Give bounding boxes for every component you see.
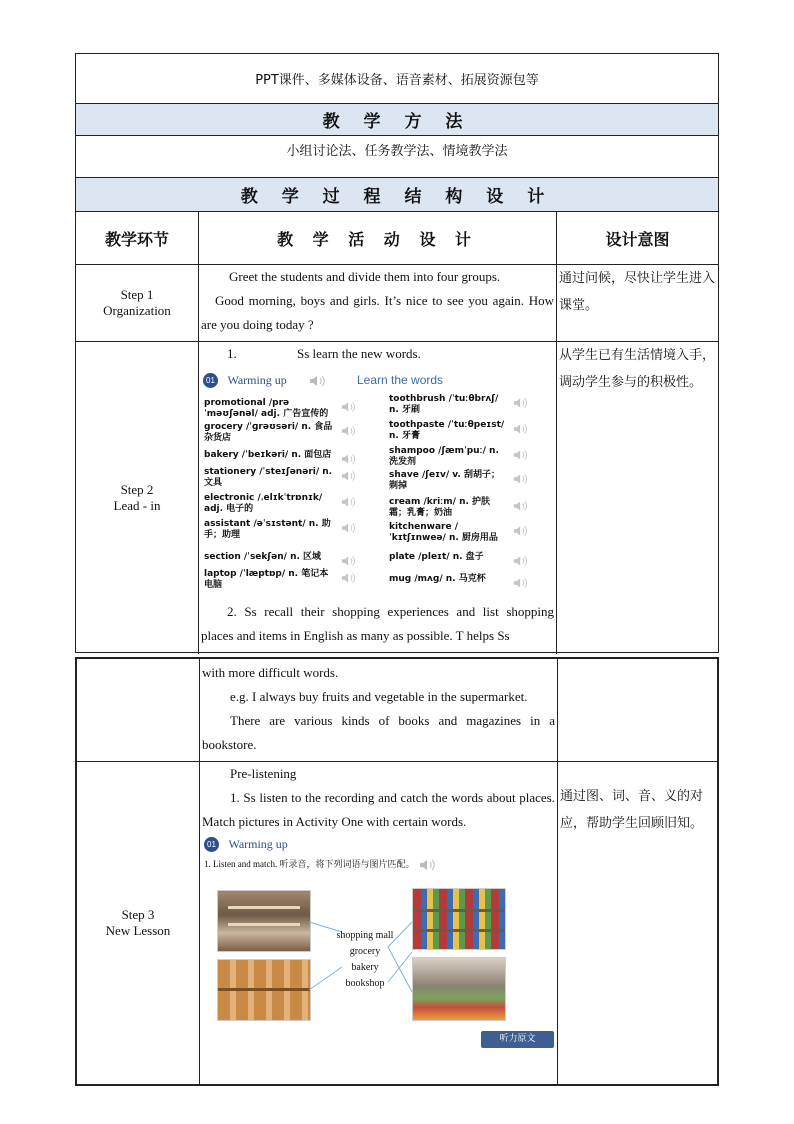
continued-row [77, 659, 717, 762]
speaker-icon[interactable] [341, 495, 357, 514]
materials-text: PPT课件、多媒体设备、语音素材、拓展资源包等 [255, 73, 539, 88]
materials-row [76, 54, 718, 104]
vocab-entry: kitchenware /ˈkɪtʃɪnweə/ n. 厨房用品 [389, 522, 498, 543]
speaker-icon[interactable] [309, 374, 327, 388]
step2-item2: 2. Ss recall their shopping experiences and list shopping places and items in English as many as possible. T helps Ss [201, 604, 554, 643]
step3-item1: 1. Ss listen to the recording and catch the words about places. Match pictures in Activity One with certain words. [202, 790, 555, 829]
speaker-icon[interactable] [341, 400, 357, 419]
step2-activity [199, 342, 557, 654]
continued-line2: e.g. I always buy fruits and vegetable in the supermarket. [230, 689, 528, 704]
header-col3: 设计意图 [605, 229, 670, 249]
step2-item1: Ss learn the new words. [297, 346, 421, 361]
vocab-entry: stationery /ˈsteɪʃənəri/ n. 文具 [204, 467, 333, 488]
step2-label [76, 342, 199, 654]
step3-intent-text: 通过图、词、音、义的对应，帮助学生回顾旧知。 [560, 789, 704, 831]
warming-up-header [203, 372, 444, 390]
match-word: shopping mall [336, 930, 394, 941]
step1-intent-text: 通过问候，尽快让学生进入课堂。 [559, 271, 716, 313]
slide-number-badge: 01 [203, 373, 218, 388]
step1-activity-line1: Greet the students and divide them into four groups. [229, 269, 501, 284]
continued-line1: with more difficult words. [202, 665, 339, 680]
speaker-icon[interactable] [341, 521, 357, 540]
lesson-table-page-continued [75, 657, 719, 1086]
slide-number-badge-2: 01 [204, 837, 219, 852]
speaker-icon[interactable] [513, 576, 529, 595]
step3-pre: Pre-listening [230, 766, 297, 781]
step1-sub: Organization [103, 303, 171, 318]
speaker-icon[interactable] [341, 424, 357, 443]
listen-instruction-text: 1. Listen and match. 听录音，将下列词语与图片匹配。 [204, 859, 415, 869]
speaker-icon[interactable] [513, 448, 529, 467]
speaker-icon[interactable] [513, 472, 529, 491]
continued-activity [200, 659, 558, 761]
method-title: 教 学 方 法 [76, 104, 718, 135]
step2-item1-num: 1. [227, 346, 237, 361]
step3-label [77, 762, 200, 1084]
speaker-icon[interactable] [513, 422, 529, 441]
step2-intent [557, 342, 718, 654]
transcript-button[interactable]: 听力原文 [481, 1031, 554, 1048]
header-row [76, 212, 718, 265]
method-text-row [76, 136, 718, 178]
speaker-icon[interactable] [513, 554, 529, 573]
step3-sub: New Lesson [105, 923, 171, 938]
method-text: 小组讨论法、任务教学法、情境教学法 [286, 144, 508, 159]
vocab-entry: promotional /prəˈməʊʃənəl/ adj. 广告宣传的 [204, 398, 329, 419]
lesson-table-page-top [75, 53, 719, 653]
match-word: grocery [349, 946, 381, 957]
warming-up-title: Warming up [227, 373, 287, 388]
vocab-entry: plate /pleɪt/ n. 盘子 [389, 552, 484, 562]
step2-name: Step 2 [120, 482, 154, 497]
vocab-entry: assistant /əˈsɪstənt/ n. 助手；助理 [204, 519, 331, 540]
learn-words-heading: Learn the words [357, 373, 444, 387]
vocab-entry: bakery /ˈbeɪkəri/ n. 面包店 [204, 450, 332, 460]
vocab-entry: cream /kriːm/ n. 护肤霜；乳膏；奶油 [389, 497, 491, 518]
process-title: 教 学 过 程 结 构 设 计 [76, 178, 718, 211]
step1-activity [199, 265, 557, 341]
vocab-entry: laptop /ˈlæptɒp/ n. 笔记本电脑 [204, 569, 329, 590]
method-title-row [76, 104, 718, 136]
step3-activity [200, 762, 558, 1084]
step1-name: Step 1 [120, 287, 154, 302]
process-title-row [76, 178, 718, 212]
header-col1: 教学环节 [76, 212, 199, 264]
vocab-entry: mug /mʌɡ/ n. 马克杯 [389, 574, 486, 584]
step3-intent [558, 762, 719, 1084]
header-col2: 教 学 活 动 设 计 [199, 212, 557, 264]
vocab-entry: toothpaste /ˈtuːθpeɪst/ n. 牙膏 [389, 420, 505, 441]
match-word: bookshop [345, 978, 385, 989]
step3-row [77, 762, 717, 1084]
step1-row [76, 265, 718, 342]
step1-intent [557, 265, 718, 341]
continued-col3 [558, 659, 719, 761]
step2-intent-text: 从学生已有生活情境入手，调动学生参与的积极性。 [559, 348, 716, 390]
match-word-list [318, 928, 412, 992]
match-word: bakery [351, 962, 379, 973]
speaker-icon[interactable] [513, 396, 529, 415]
vocab-entry: electronic /ˌelɪkˈtrɒnɪk/ adj. 电子的 [204, 493, 323, 514]
speaker-icon[interactable] [341, 571, 357, 590]
continued-line3: There are various kinds of books and magazines in a bookstore. [202, 713, 555, 752]
step1-activity-line2: Good morning, boys and girls. It’s nice to see you again. How are you doing today ? [201, 293, 554, 332]
vocab-entry: shave /ʃeɪv/ v. 刮胡子；剃掉 [389, 470, 500, 491]
step1-label [76, 265, 199, 341]
step3-name: Step 3 [121, 907, 155, 922]
vocab-entry: toothbrush /ˈtuːθbrʌʃ/ n. 牙刷 [389, 394, 499, 415]
step2-row [76, 342, 718, 654]
step2-sub: Lead - in [113, 498, 161, 513]
warming-up-title-2: Warming up [228, 837, 288, 852]
speaker-icon[interactable] [513, 499, 529, 518]
vocab-entry: grocery /ˈɡrəʊsəri/ n. 食品杂货店 [204, 422, 333, 443]
vocab-entry: section /ˈsekʃən/ n. 区域 [204, 552, 322, 562]
speaker-icon[interactable] [513, 524, 529, 543]
speaker-icon[interactable] [341, 469, 357, 488]
vocab-entry: shampoo /ʃæmˈpuː/ n. 洗发剂 [389, 446, 499, 467]
continued-col1 [77, 659, 200, 761]
